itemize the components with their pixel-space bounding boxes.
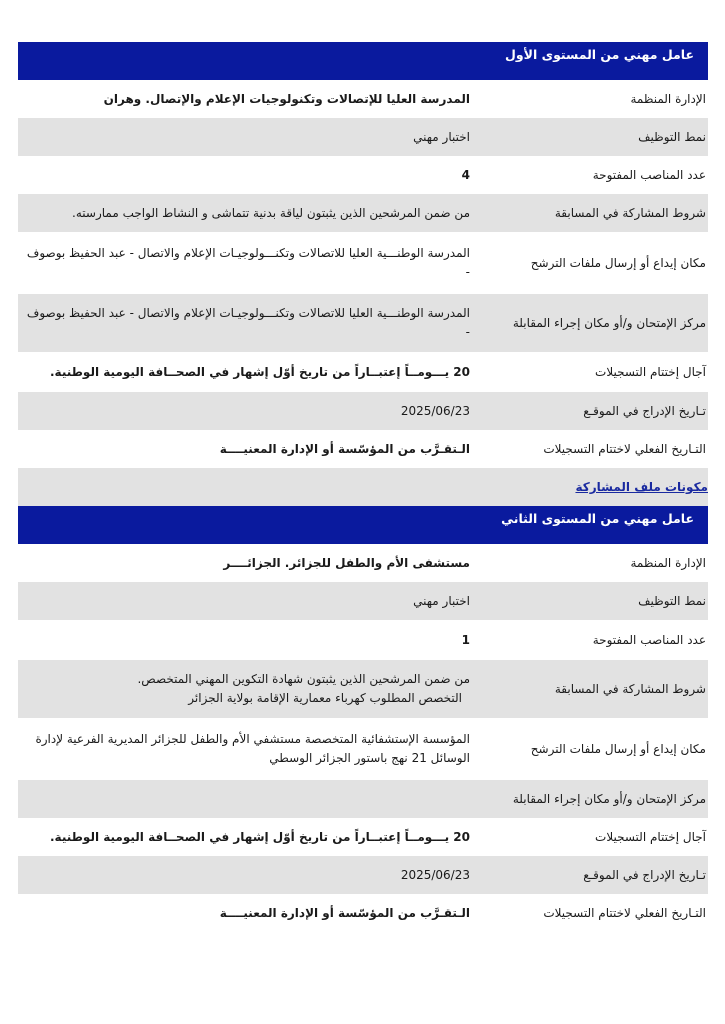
row-value: 2025/06/23: [400, 403, 470, 418]
row-value: 20 يـــومــاً إعتبــاراً من تاريخ أوّل إشهار في الصحــافة اليومية الوطنية.: [50, 364, 470, 379]
row-value: مستشفى الأم والطفل للجزائر. الجزائــــر: [223, 555, 470, 570]
info-row: [18, 118, 708, 156]
row-label: مكان إيداع أو إرسال ملفات الترشح: [530, 256, 706, 270]
row-value: المدرسة الوطنـــية العليا للاتصالات وتكنـــولوجيـات الإعلام والاتصال - عبد الحفيظ بوصوف -: [26, 306, 470, 339]
info-row: [18, 156, 708, 194]
info-row: [18, 660, 708, 718]
row-value: المدرسة العليا للإتصالات وتكنولوجيات الإعلام والإتصال. وهران: [103, 91, 470, 106]
info-row: [18, 718, 708, 780]
info-row: [18, 620, 708, 660]
info-row: [18, 856, 708, 894]
row-value: 1: [461, 632, 470, 647]
row-value-line: التخصص المطلوب كهرباء معمارية الإقامة بولاية الجزائر: [188, 691, 462, 705]
row-label: نمط التوظيف: [638, 130, 706, 144]
document: [18, 42, 708, 932]
participation-file-link[interactable]: مكونات ملف المشاركة: [575, 480, 708, 494]
row-label: الإدارة المنظمة: [630, 92, 706, 106]
row-value: اختبار مهني: [413, 593, 470, 608]
row-value: الـتقـرَّب من المؤسّسة أو الإدارة المعنيــــة: [219, 441, 470, 456]
row-value: 4: [461, 167, 470, 182]
info-row: [18, 352, 708, 392]
row-label: عدد المناصب المفتوحة: [592, 168, 706, 182]
info-row: [18, 894, 708, 932]
info-row: [18, 80, 708, 118]
row-label: تـاريخ الإدراج في الموقـع: [583, 404, 706, 418]
row-value: المؤسسة الإستشفائية المتخصصة مستشفي الأم والطفل للجزائر المديرية الفرعية لإدارة الوسائل 21 نهج باستور الجزائر الوسطي: [35, 732, 470, 765]
row-value: [18, 660, 472, 718]
row-label: عدد المناصب المفتوحة: [592, 633, 706, 647]
row-value: 20 يـــومــاً إعتبــاراً من تاريخ أوّل إشهار في الصحــافة اليومية الوطنية.: [50, 829, 470, 844]
info-row: [18, 780, 708, 818]
row-label: مركز الإمتحان و/أو مكان إجراء المقابلة: [512, 792, 706, 806]
info-row: [18, 294, 708, 352]
row-label: شروط المشاركة في المسابقة: [554, 206, 706, 220]
row-label: آجال إختتام التسجيلات: [595, 830, 706, 844]
section-header: عامل مهني من المستوى الثاني: [18, 506, 708, 544]
row-label: تـاريخ الإدراج في الموقـع: [583, 868, 706, 882]
info-row: [18, 544, 708, 582]
row-label: شروط المشاركة في المسابقة: [554, 682, 706, 696]
info-row: [18, 430, 708, 468]
row-value-line: من ضمن المرشحين الذين يثبتون شهادة التكوين المهني المتخصص.: [137, 672, 470, 687]
section-header: عامل مهني من المستوى الأول: [18, 42, 708, 80]
row-label: نمط التوظيف: [638, 594, 706, 608]
row-label: آجال إختتام التسجيلات: [595, 365, 706, 379]
row-value: المدرسة الوطنـــية العليا للاتصالات وتكنـــولوجيـات الإعلام والاتصال - عبد الحفيظ بوصوف -: [26, 246, 470, 279]
row-label: الإدارة المنظمة: [630, 556, 706, 570]
row-label: التـاريخ الفعلي لاختتام التسجيلات: [543, 906, 706, 920]
info-row: [18, 232, 708, 294]
row-value: [18, 780, 472, 818]
row-value: 2025/06/23: [400, 867, 470, 882]
row-value: اختبار مهني: [413, 129, 470, 144]
row-label: مركز الإمتحان و/أو مكان إجراء المقابلة: [512, 316, 706, 330]
row-label: التـاريخ الفعلي لاختتام التسجيلات: [543, 442, 706, 456]
info-row: [18, 582, 708, 620]
participation-file-link-row: [18, 468, 708, 506]
info-row: [18, 392, 708, 430]
row-value: من ضمن المرشحين الذين يثبتون لياقة بدنية تتماشى و النشاط الواجب ممارسته.: [72, 205, 470, 220]
info-row: [18, 818, 708, 856]
info-row: [18, 194, 708, 232]
row-value: الـتقـرَّب من المؤسّسة أو الإدارة المعنيــــة: [219, 905, 470, 920]
row-label: مكان إيداع أو إرسال ملفات الترشح: [530, 742, 706, 756]
